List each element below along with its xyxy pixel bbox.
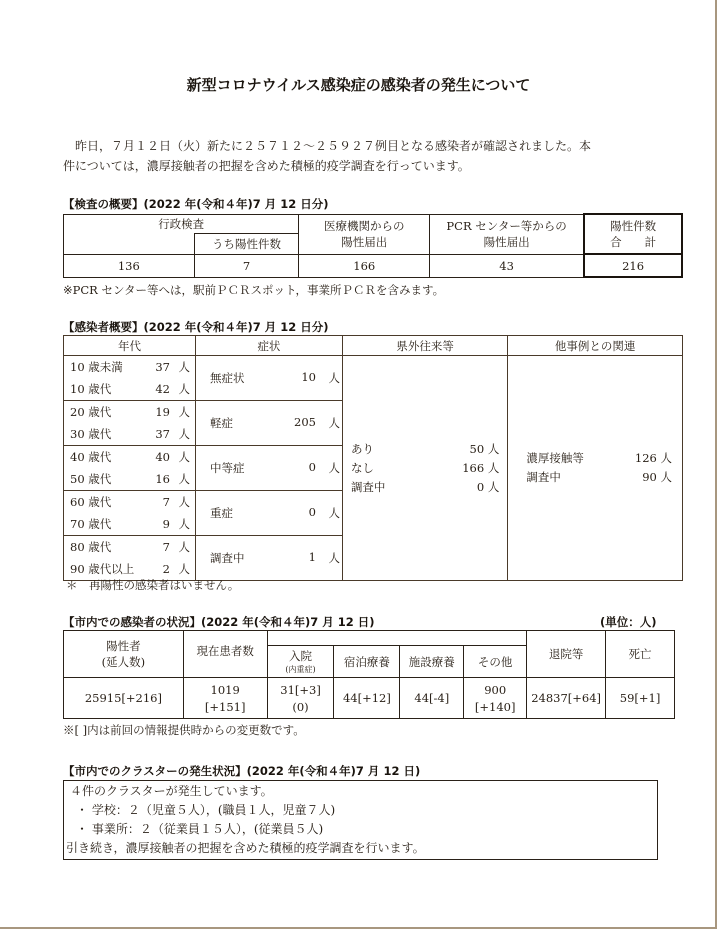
- symptom-row: 軽症 205 人: [209, 415, 340, 430]
- age-row: 50 歳代 16 人: [70, 472, 190, 486]
- cluster-line: ・ 学校：２（児童５人），(職員１人，児童７人): [76, 803, 336, 817]
- age-row: 30 歳代 37 人: [70, 427, 190, 441]
- age-row: 20 歳代 19 人: [70, 405, 190, 419]
- discharged-header: 退院等: [527, 631, 606, 678]
- city-status-note: ※[ ]内は前回の情報提供時からの変更数です。: [63, 723, 305, 737]
- admin-value: 136: [64, 254, 195, 277]
- travel-row: あり 50 人: [350, 441, 500, 456]
- hotel-header: 宿泊療養: [334, 646, 400, 678]
- other-header: その他: [464, 646, 527, 678]
- travel-header: 県外往来等: [342, 336, 507, 356]
- other-value: 900 [+140]: [464, 678, 527, 719]
- symptom-header: 症状: [195, 336, 342, 356]
- symptom-row: 無症状 10 人: [209, 370, 340, 385]
- medical-header: [299, 214, 430, 254]
- hospital-value: 31[+3] (0): [267, 678, 334, 719]
- positive-header-line2: (延人数): [101, 655, 146, 669]
- city-status-heading: 【市内での感染者の状況】(2022 年(令和４年)7 月 12 日): [63, 615, 375, 629]
- admin-positive-header: うち陽性件数: [194, 233, 299, 254]
- medical-header-line2: 陽性届出: [341, 235, 388, 249]
- age-cell: [64, 356, 196, 401]
- pcr-header-line2: 陽性届出: [483, 235, 530, 249]
- travel-cell: [342, 356, 507, 581]
- relation-header: 他事例との関連: [508, 336, 683, 356]
- symptom-row: 調査中 1 人: [209, 550, 340, 565]
- unit-label: (単位：人): [600, 615, 657, 629]
- clusters-box: [63, 780, 658, 860]
- symptom-cell: [195, 356, 342, 401]
- medical-value: 166: [299, 254, 430, 277]
- clusters-heading: 【市内でのクラスターの発生状況】(2022 年(令和４年)7 月 12 日): [63, 764, 421, 778]
- age-row: 10 歳未満 37 人: [70, 360, 190, 374]
- symptom-cell: [195, 536, 342, 581]
- facility-value: 44[-4]: [400, 678, 464, 719]
- age-row: 70 歳代 9 人: [70, 517, 190, 531]
- age-cell: [64, 536, 196, 581]
- overview-heading: 【感染者概要】(2022 年(令和４年)7 月 12 日分): [63, 320, 329, 334]
- testing-heading: 【検査の概要】(2022 年(令和４年)7 月 12 日分): [63, 197, 329, 211]
- pcr-header: [430, 214, 585, 254]
- intro-paragraph: [63, 136, 663, 176]
- overview-table: [63, 335, 683, 581]
- age-row: 90 歳代以上 2 人: [70, 562, 190, 576]
- deaths-header: 死亡: [606, 631, 675, 678]
- hospital-header: [267, 646, 334, 678]
- page-title: 新型コロナウイルス感染症の感染者の発生について: [186, 76, 531, 94]
- age-row: 80 歳代 7 人: [70, 540, 190, 554]
- age-cell: [64, 491, 196, 536]
- pcr-header-line1: PCR センター等からの: [446, 219, 567, 233]
- symptom-cell: [195, 491, 342, 536]
- relation-row: 濃厚接触等 126 人: [526, 451, 672, 465]
- relation-row: 調査中 90 人: [526, 470, 672, 484]
- relation-cell: [508, 356, 683, 581]
- intro-line-1: 昨日，７月１２日（火）新たに２５７１２～２５９２７例目となる感染者が確認されました。本: [75, 139, 592, 153]
- age-cell: [64, 401, 196, 446]
- total-header-line2: 合 計: [610, 235, 657, 249]
- medical-header-line1: 医療機関からの: [323, 219, 405, 233]
- intro-line-2: 件については，濃厚接触者の把握を含めた積極的疫学調査を行っています。: [63, 159, 470, 173]
- current-header: 現在患者数: [183, 631, 267, 678]
- cluster-line: ４件のクラスターが発生しています。: [70, 784, 273, 798]
- testing-table: [63, 213, 683, 278]
- travel-row: 調査中 0 人: [350, 479, 500, 494]
- current-value: 1019 [+151]: [183, 678, 267, 719]
- hotel-value: 44[+12]: [334, 678, 400, 719]
- positive-header: [64, 631, 184, 678]
- age-row: 60 歳代 7 人: [70, 495, 190, 509]
- admin-positive-value: 7: [194, 254, 299, 277]
- age-row: 40 歳代 40 人: [70, 450, 190, 464]
- hospital-sub-header: (内重症): [285, 665, 316, 674]
- cluster-line: ・ 事業所：２（従業員１５人），(従業員５人): [76, 822, 324, 836]
- facility-header: 施設療養: [400, 646, 464, 678]
- testing-note: ※PCR センター等へは，駅前ＰＣＲスポット，事業所ＰＣＲを含みます。: [63, 283, 445, 297]
- admin-header: 行政検査: [64, 214, 299, 233]
- age-row: 10 歳代 42 人: [70, 382, 190, 396]
- current-breakdown-spacer: [267, 631, 527, 646]
- overview-note: ＊ 再陽性の感染者はいません。: [66, 578, 240, 592]
- hospital-header-label: 入院: [289, 649, 313, 663]
- travel-row: なし 166 人: [350, 460, 500, 475]
- total-header-line1: 陽性件数: [610, 219, 657, 233]
- pcr-value: 43: [430, 254, 585, 277]
- positive-header-line1: 陽性者: [106, 639, 141, 653]
- discharged-value: 24837[+64]: [527, 678, 606, 719]
- symptom-cell: [195, 401, 342, 446]
- city-status-table: [63, 630, 675, 719]
- symptom-cell: [195, 446, 342, 491]
- positive-value: 25915[+216]: [64, 678, 184, 719]
- admin-header-spacer: [64, 233, 195, 254]
- cluster-line: 引き続き，濃厚接触者の把握を含めた積極的疫学調査を行います。: [66, 841, 425, 855]
- total-value: 216: [584, 254, 682, 277]
- symptom-row: 中等症 0 人: [209, 460, 340, 475]
- age-header: 年代: [64, 336, 196, 356]
- age-cell: [64, 446, 196, 491]
- total-header: [584, 214, 682, 254]
- symptom-row: 重症 0 人: [209, 505, 340, 520]
- deaths-value: 59[+1]: [606, 678, 675, 719]
